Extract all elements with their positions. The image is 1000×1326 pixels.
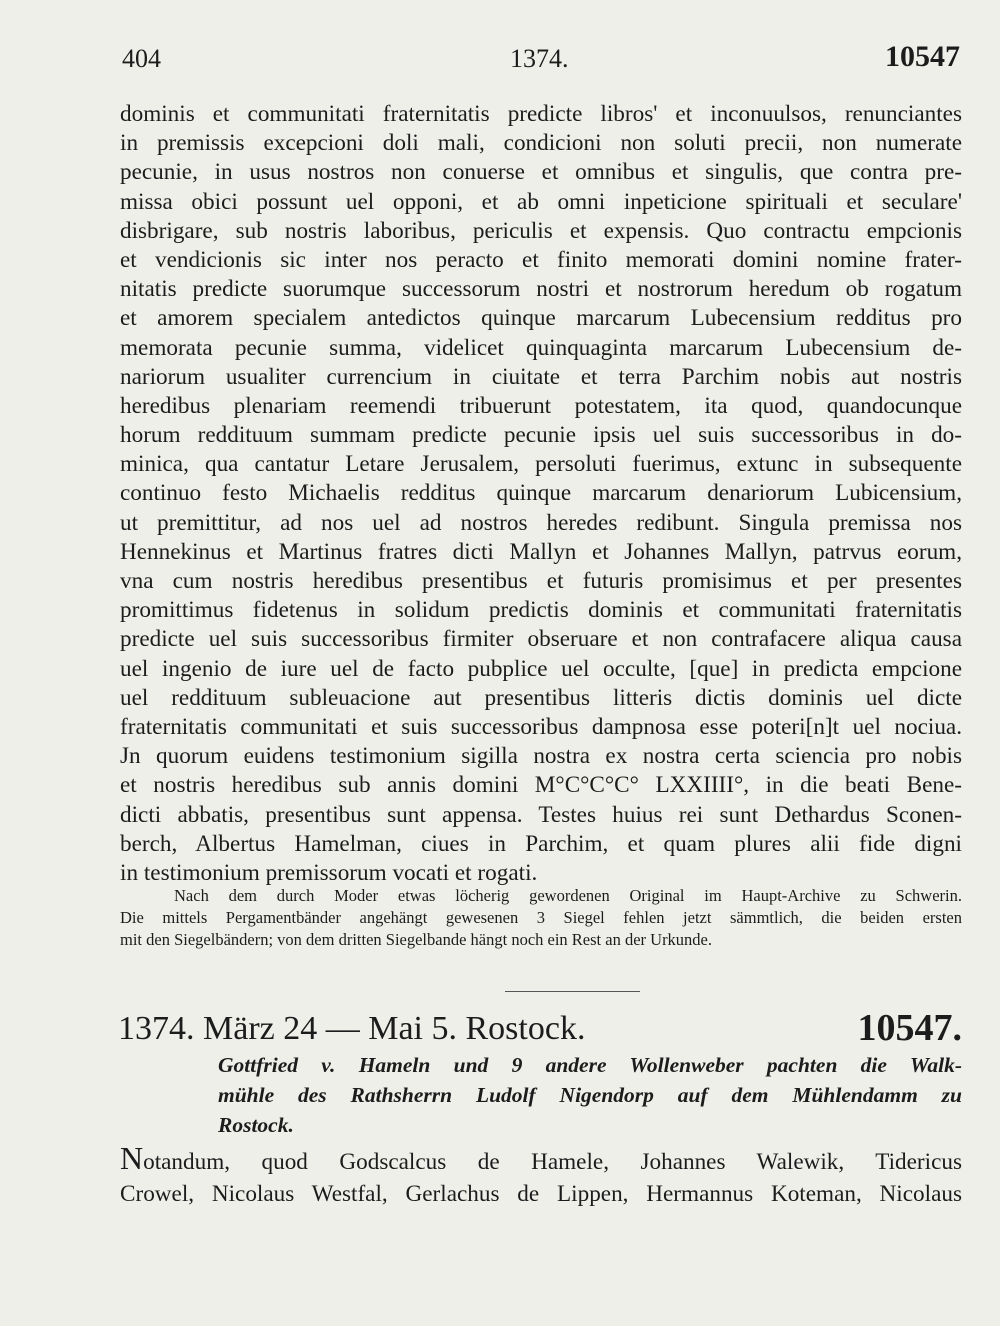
entry-body xyxy=(120,1142,962,1210)
text-line: vna cum nostris heredibus presentibus et futuris promisimus et per presentes xyxy=(120,568,962,594)
note-line: mit den Siegelbändern; von dem dritten Siegelbande hängt noch ein Rest an der Urkunde. xyxy=(120,930,713,949)
text-line: et nostris heredibus sub annis domini M°C°C°C° LXXIIII°, in die beati Bene- xyxy=(120,772,962,799)
note-line: Nach dem durch Moder etwas löcherig gewordenen Original im Haupt-Archive zu Schwerin. xyxy=(174,886,962,905)
section-divider xyxy=(505,991,640,992)
body-line xyxy=(120,1142,962,1178)
text-line: in testimonium premissorum vocati et rogati. xyxy=(120,859,538,886)
entry-date-place: 1374. März 24 — Mai 5. Rostock. xyxy=(118,1010,586,1047)
text-line: nariorum usualiter currencium in ciuitate et terra Parchim nobis aut nostris xyxy=(120,363,962,390)
text-line: pecunie, in usus nostros non conuerse et omnibus et singulis, que contra pre- xyxy=(120,159,962,186)
text-line: dominis et communitati fraternitatis predicte libros' et inconuulsos, renunciantes xyxy=(120,101,962,127)
entry-number: 10547. xyxy=(857,1007,962,1049)
text-line: heredibus plenariam reemendi tribuerunt potestatem, ita quod, quandocunque xyxy=(120,392,962,419)
summary-line: Gottfried v. Hameln und 9 andere Wollenweber pachten die Walk- xyxy=(218,1053,962,1077)
running-year: 1374. xyxy=(510,44,569,73)
text-line: et amorem specialem antedictos quinque marcarum Lubecensium redditus pro xyxy=(120,305,962,332)
page-number: 404 xyxy=(122,44,161,73)
entry-summary xyxy=(218,1050,962,1140)
text-line: minica, qua cantatur Letare Jerusalem, persoluti fuerimus, extunc in subsequente xyxy=(120,451,962,478)
summary-line: Rostock. xyxy=(218,1113,294,1137)
text-line: et vendicionis sic inter nos peracto et finito memorati domini nomine frater- xyxy=(120,246,962,273)
source-notes xyxy=(120,885,962,951)
text-line: promittimus fidetenus in solidum predictis dominis et communitati fraternitatis xyxy=(120,597,962,624)
text-line: nitatis predicte suorumque successorum nostri et nostrorum heredum ob rogatum xyxy=(120,276,962,303)
body-line-text: otandum, quod Godscalcus de Hamele, Johannes Walewik, Tidericus xyxy=(143,1149,962,1175)
text-line: disbrigare, sub nostris laboribus, periculis et expensis. Quo contractu empcionis xyxy=(120,217,962,244)
text-line: horum reddituum summam predicte pecunie ipsis uel suis successoribus in do- xyxy=(120,422,962,449)
text-line: predicte uel suis successoribus firmiter obseruare et non contrafacere aliqua causa xyxy=(120,626,962,653)
entry-heading xyxy=(118,1006,962,1052)
initial-letter: N xyxy=(120,1140,144,1176)
text-line: continuo festo Michaelis redditus quinque marcarum denariorum Lubicensium, xyxy=(120,480,962,507)
text-line: fraternitatis communitati et suis successoribus dampnosa esse poteri[n]t uel nociua. xyxy=(120,713,962,740)
text-line: dicti abbatis, presentibus sunt appensa. Testes huius rei sunt Dethardus Sconen- xyxy=(120,801,962,828)
text-line: ut premittitur, ad nos uel ad nostros heredes redibunt. Singula premissa nos xyxy=(120,509,962,536)
text-line: Hennekinus et Martinus fratres dicti Mallyn et Johannes Mallyn, patrvus eorum, xyxy=(120,538,962,565)
body-line: Crowel, Nicolaus Westfal, Gerlachus de Lippen, Hermannus Koteman, Nicolaus xyxy=(120,1181,962,1207)
note-line: Die mittels Pergamentbänder angehängt gewesenen 3 Siegel fehlen jetzt sämmtlich, die beiden ersten xyxy=(120,908,962,927)
text-line: berch, Albertus Hamelman, ciues in Parchim, et quam plures alii fide digni xyxy=(120,830,962,857)
text-line: memorata pecunie summa, videlicet quinquaginta marcarum Lubecensium de- xyxy=(120,334,962,361)
text-line: missa obici possunt uel opponi, et ab omni inpeticione spirituali et seculare' xyxy=(120,188,962,215)
document-number: 10547 xyxy=(885,40,960,73)
text-line: uel ingenio de iure uel de facto pubplice uel occulte, [que] in predicta empcione xyxy=(120,655,962,682)
text-line: in premissis excepcioni doli mali, condicioni non soluti precii, non numerate xyxy=(120,130,962,157)
page-header xyxy=(122,40,960,80)
text-line: Jn quorum euidens testimonium sigilla nostra ex nostra certa sciencia pro nobis xyxy=(120,743,962,770)
summary-line: mühle des Rathsherrn Ludolf Nigendorp auf dem Mühlendamm zu xyxy=(218,1083,962,1107)
text-line: uel reddituum subleuacione aut presentibus litteris dictis dominis uel dicte xyxy=(120,684,962,711)
main-text xyxy=(120,100,962,888)
